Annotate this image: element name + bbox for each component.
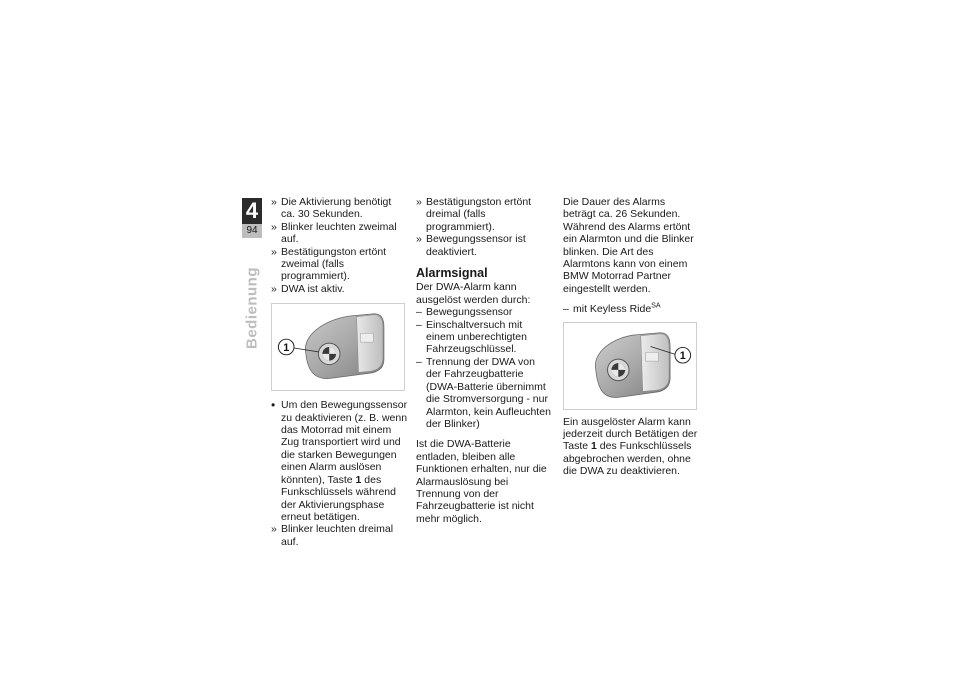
option-item: – mit Keyless Ride$^{SA}$ [563,302,661,316]
paragraph: Die Dauer des Alarms beträgt ca. 26 Sekunden. Während des Alarms ertönt ein Alarmton und die Blinker blinken. Die Art des Alarmtons kann von einem BMW Motorrad Partner eingestellt werden. [563,196,694,295]
figure-callout-1: 1 [283,342,290,355]
column-2 [416,196,553,525]
paragraph: Ein ausgelöster Alarm kann jederzeit durch Betätigen der Taste 1 des Funkschlüssels abgebrochen werden, ohne die DWA zu deaktivieren. [563,415,698,478]
chapter-number: 4 [242,198,262,224]
key-fob-illustration [272,304,404,390]
dash-item: – Bewegungssensor [416,306,513,319]
result-item: » Blinker leuchten dreimal auf. [271,523,394,548]
section-heading: Alarmsignal [416,266,488,281]
instruction-item: • Um den Bewegungssensor zu deaktivieren (z. B. wenn das Motorrad mit einem Zug transportiert wird und die starken Bewegungen einen Alarm auslösen könnten), Taste 1 des Funkschlüssels während der Aktivierungsphase erneut betätigen. [271,398,408,523]
result-item: » Die Aktivierung benötigt ca. 30 Sekunden. [271,196,392,221]
result-item: » Blinker leuchten zweimal auf. [271,220,397,246]
column-3 [563,196,700,478]
result-item: » Bestätigungston ertönt dreimal (falls programmiert). [416,196,532,233]
key-fob-figure [563,322,697,410]
figure-callout-1: 1 [679,349,686,362]
section-label: Bedienung [243,267,261,349]
key-fob-figure [271,303,405,391]
page-number: 94 [242,224,262,238]
column-1 [271,196,408,548]
dash-item: – Trennung der DWA von der Fahrzeugbatterie (DWA-Batterie übernimmt die Stromversorgung - nur Alarmton, kein Aufleuchten der Blinker) [416,355,551,430]
intro-text: Der DWA-Alarm kann ausgelöst werden durch: [416,281,531,306]
key-fob-illustration [564,323,696,409]
result-item: » Bestätigungston ertönt zweimal (falls programmiert). [271,245,387,283]
result-item: » Bewegungssensor ist deaktiviert. [416,233,526,258]
result-item: » DWA ist aktiv. [271,282,345,295]
dash-item: – Einschaltversuch mit einem unberechtigten Fahrzeugschlüssel. [416,318,527,356]
paragraph: Ist die DWA-Batterie entladen, bleiben alle Funktionen erhalten, nur die Alarmauslösung bei Trennung von der Fahrzeugbatterie ist nicht mehr möglich. [416,438,547,525]
